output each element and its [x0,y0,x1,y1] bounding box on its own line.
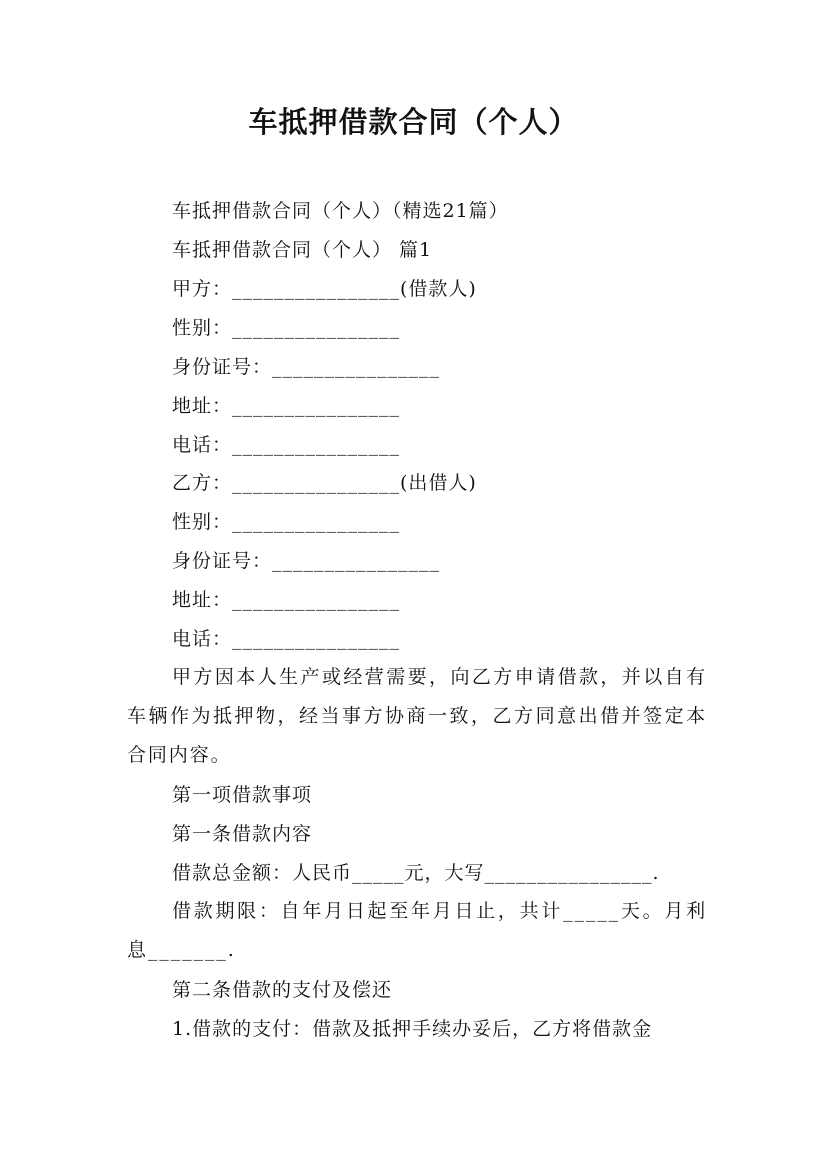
party-a-id-field: 身份证号：________________ [172,356,441,378]
section-heading: 车抵押借款合同（个人） 篇1 [172,239,433,261]
document-title: 车抵押借款合同（个人） [248,105,579,139]
party-a-address-field: 地址：________________ [172,395,401,417]
party-a-gender-field: 性别：________________ [172,317,401,339]
document-subtitle: 车抵押借款合同（个人）（精选21篇） [172,200,509,222]
party-b-phone-field: 电话：________________ [172,628,401,650]
party-a-name-field: 甲方：________________(借款人) [172,278,477,300]
party-a-phone-field: 电话：________________ [172,434,401,456]
loan-amount-line: 借款总金额：人民币_____元，大写________________. [172,862,660,884]
article-1-heading: 第一条借款内容 [172,823,313,845]
party-b-address-field: 地址：________________ [172,589,401,611]
article-2-heading: 第二条借款的支付及偿还 [172,979,393,1001]
intro-paragraph: 甲方因本人生产或经营需要，向乙方申请借款，并以自有车辆作为抵押物，经当事方协商一致，乙方同意出借并签定本合同内容。 [127,666,707,766]
clause-1-text: 1.借款的支付：借款及抵押手续办妥后，乙方将借款金 [172,1018,653,1040]
party-b-gender-field: 性别：________________ [172,511,401,533]
item-heading: 第一项借款事项 [172,784,313,806]
loan-term-paragraph: 借款期限：自年月日起至年月日止，共计_____天。月利息_______. [127,900,707,961]
party-b-name-field: 乙方：________________(出借人) [172,472,477,494]
party-b-id-field: 身份证号：________________ [172,550,441,572]
